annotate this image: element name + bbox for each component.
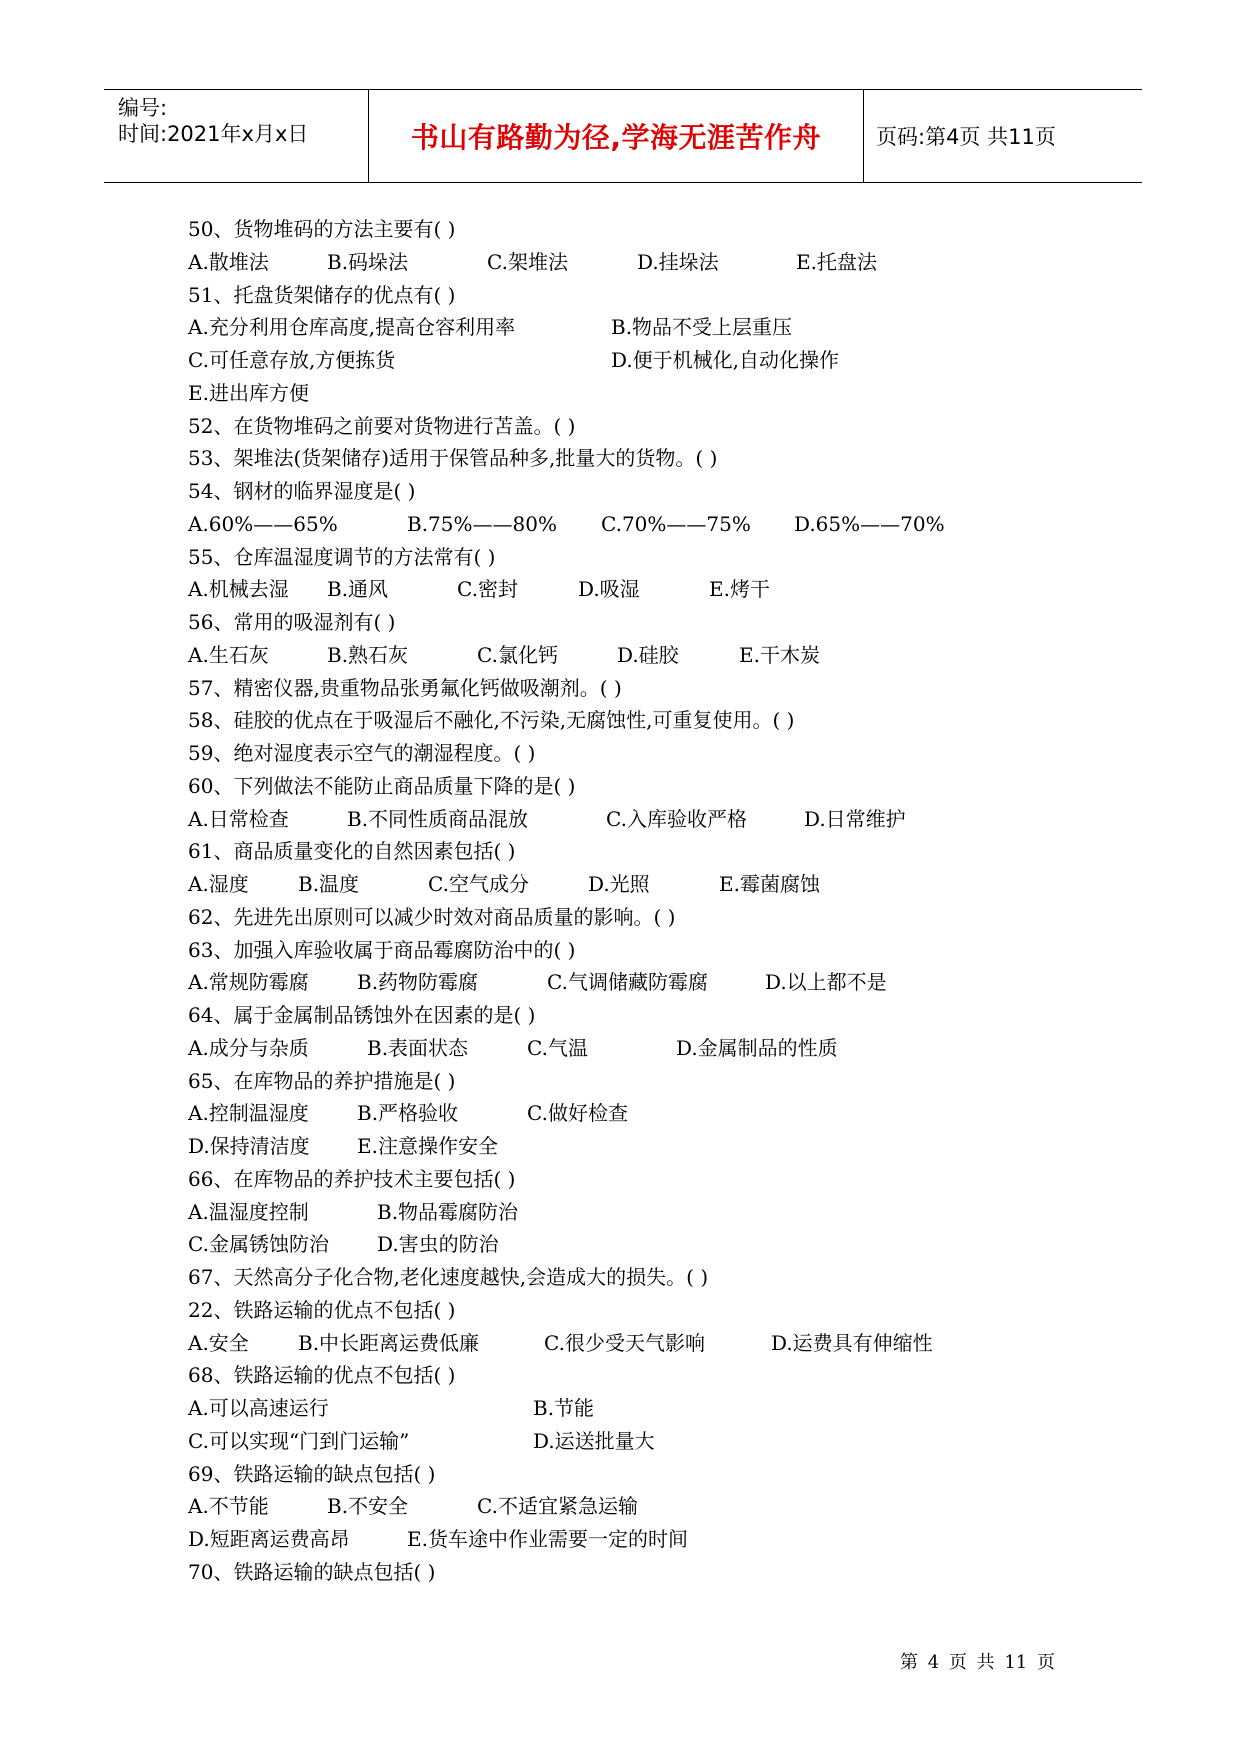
page-footer: 第 4 页 共 11 页: [900, 1652, 1055, 1673]
option-text: A.生石灰: [188, 642, 269, 667]
option-text: B.节能: [533, 1396, 595, 1420]
option-text: B.熟石灰: [327, 642, 409, 667]
option-text: B.中长距离运费低廉: [298, 1330, 480, 1355]
question-line: [188, 1458, 1088, 1491]
option-text: D.日常维护: [804, 806, 906, 831]
page-code: 页码:第4页 共11页: [876, 125, 1056, 149]
option-text: D.运费具有伸缩性: [771, 1330, 933, 1355]
question-text: 65、在库物品的养护措施是( ): [188, 1068, 456, 1093]
option-text: C.氯化钙: [477, 642, 558, 667]
option-text: B.不同性质商品混放: [347, 806, 529, 831]
option-text: B.75%——80%: [407, 511, 557, 536]
option-text: E.托盘法: [796, 249, 877, 274]
option-text: D.害虫的防治: [377, 1232, 499, 1257]
question-text: 50、货物堆码的方法主要有( ): [188, 217, 456, 241]
header-page-cell: [864, 90, 1142, 182]
question-line: [188, 672, 1088, 705]
option-text: D.65%——70%: [794, 511, 945, 536]
option-text: C.可以实现“门到门运输”: [188, 1428, 410, 1453]
option-text: A.不节能: [188, 1494, 269, 1519]
options-row: [188, 344, 1088, 377]
options-row: [188, 639, 1088, 672]
question-line: [188, 999, 1088, 1032]
number-label: 编号:: [118, 96, 168, 120]
option-text: C.70%——75%: [601, 511, 751, 536]
question-line: [188, 1294, 1088, 1327]
options-row: [188, 966, 1088, 999]
option-text: C.很少受天气影响: [544, 1330, 705, 1355]
options-row: [188, 1392, 1088, 1425]
option-text: E.干木炭: [739, 642, 820, 667]
question-text: 51、托盘货架储存的优点有( ): [188, 282, 456, 307]
question-text: 66、在库物品的养护技术主要包括( ): [188, 1166, 516, 1191]
option-text: A.温湿度控制: [188, 1199, 309, 1224]
option-text: C.可任意存放,方便拣货: [188, 348, 396, 372]
question-line: [188, 835, 1088, 868]
option-text: D.保持清洁度: [188, 1134, 310, 1158]
option-text: A.散堆法: [188, 249, 269, 274]
option-text: A.机械去湿: [188, 577, 289, 602]
option-text: B.物品不受上层重压: [611, 315, 793, 340]
question-text: 60、下列做法不能防止商品质量下降的是( ): [188, 773, 576, 798]
question-text: 55、仓库温湿度调节的方法常有( ): [188, 544, 496, 569]
option-text: B.表面状态: [367, 1035, 469, 1060]
option-text: D.短距离运费高昂: [188, 1527, 350, 1551]
options-row: [188, 803, 1088, 836]
header-motto-cell: [369, 90, 864, 182]
question-line: [188, 1359, 1088, 1392]
question-line: [188, 934, 1088, 967]
options-row: [188, 508, 1088, 541]
option-text: A.常规防霉腐: [188, 970, 309, 995]
motto-text: 书山有路勤为径,学海无涯苦作舟: [410, 121, 822, 154]
options-row: [188, 1097, 1088, 1130]
options-row: [188, 868, 1088, 901]
option-text: D.以上都不是: [765, 970, 887, 995]
question-text: 52、在货物堆码之前要对货物进行苫盖。( ): [188, 413, 576, 438]
options-row: [188, 1490, 1088, 1523]
option-text: D.金属制品的性质: [676, 1035, 838, 1060]
option-text: D.硅胶: [617, 642, 679, 667]
option-text: D.光照: [588, 872, 650, 896]
option-text: C.入库验收严格: [606, 806, 747, 831]
options-row: [188, 1327, 1088, 1360]
question-text: 54、钢材的临界湿度是( ): [188, 479, 416, 503]
question-line: [188, 1065, 1088, 1098]
option-text: A.60%——65%: [188, 511, 338, 536]
options-row: [188, 1425, 1088, 1458]
option-text: B.严格验收: [357, 1101, 459, 1126]
header-info-cell: [104, 90, 369, 182]
question-text: 70、铁路运输的缺点包括( ): [188, 1559, 436, 1584]
option-text: C.气温: [527, 1035, 588, 1060]
options-row: [188, 246, 1088, 279]
question-text: 59、绝对湿度表示空气的潮湿程度。( ): [188, 741, 536, 765]
option-text: A.湿度: [188, 872, 249, 896]
option-text: C.气调储藏防霉腐: [547, 970, 708, 995]
option-text: A.安全: [188, 1330, 249, 1355]
option-text: C.做好检查: [527, 1101, 628, 1126]
option-text: E.注意操作安全: [357, 1134, 498, 1158]
question-text: 64、属于金属制品锈蚀外在因素的是( ): [188, 1003, 536, 1027]
options-row: [188, 311, 1088, 344]
question-text: 63、加强入库验收属于商品霉腐防治中的( ): [188, 937, 576, 962]
options-row: [188, 573, 1088, 606]
question-text: 69、铁路运输的缺点包括( ): [188, 1461, 436, 1486]
question-text: 68、铁路运输的优点不包括( ): [188, 1363, 456, 1388]
question-line: [188, 901, 1088, 934]
question-text: 22、铁路运输的优点不包括( ): [188, 1297, 456, 1322]
option-text: C.空气成分: [428, 872, 529, 896]
question-line: [188, 377, 1088, 410]
option-text: D.挂垛法: [637, 249, 719, 274]
time-label: 时间:2021年x月x日: [118, 122, 309, 146]
question-line: [188, 1261, 1088, 1294]
option-text: C.密封: [457, 577, 518, 602]
option-text: C.金属锈蚀防治: [188, 1232, 329, 1257]
option-text: C.不适宜紧急运输: [477, 1494, 638, 1519]
question-line: [188, 442, 1088, 475]
question-line: [188, 410, 1088, 443]
question-text: 61、商品质量变化的自然因素包括( ): [188, 839, 516, 864]
option-text: B.码垛法: [327, 249, 409, 274]
option-text: B.不安全: [327, 1494, 409, 1519]
option-text: A.控制温湿度: [188, 1101, 309, 1126]
question-line: [188, 213, 1088, 246]
question-line: [188, 770, 1088, 803]
question-line: [188, 1163, 1088, 1196]
question-line: [188, 1556, 1088, 1589]
option-text: E.烤干: [709, 577, 770, 602]
option-text: B.药物防霉腐: [357, 970, 479, 995]
option-text: E.霉菌腐蚀: [719, 872, 820, 896]
page-header: [104, 89, 1142, 183]
question-line: [188, 704, 1088, 737]
question-text: 53、架堆法(货架储存)适用于保管品种多,批量大的货物。( ): [188, 446, 718, 471]
option-text: E.货车途中作业需要一定的时间: [407, 1527, 688, 1551]
option-text: D.便于机械化,自动化操作: [611, 348, 840, 372]
question-text: E.进出库方便: [188, 380, 309, 405]
options-row: [188, 1032, 1088, 1065]
options-row: [188, 1228, 1088, 1261]
options-row: [188, 1130, 1088, 1163]
option-text: D.运送批量大: [533, 1428, 655, 1453]
question-text: 67、天然高分子化合物,老化速度越快,会造成大的损失。( ): [188, 1265, 709, 1289]
question-text: 62、先进先出原则可以减少时效对商品质量的影响。( ): [188, 904, 676, 929]
question-line: [188, 475, 1088, 508]
options-row: [188, 1196, 1088, 1229]
options-row: [188, 1523, 1088, 1556]
option-text: B.物品霉腐防治: [377, 1199, 519, 1224]
question-line: [188, 541, 1088, 574]
question-text: 57、精密仪器,贵重物品张勇氟化钙做吸潮剂。( ): [188, 675, 622, 700]
option-text: B.通风: [327, 577, 389, 602]
option-text: C.架堆法: [487, 249, 568, 274]
question-text: 58、硅胶的优点在于吸湿后不融化,不污染,无腐蚀性,可重复使用。( ): [188, 708, 795, 733]
question-text: 56、常用的吸湿剂有( ): [188, 610, 396, 634]
question-line: [188, 606, 1088, 639]
option-text: A.日常检查: [188, 806, 289, 831]
option-text: A.成分与杂质: [188, 1035, 309, 1060]
question-line: [188, 737, 1088, 770]
option-text: A.可以高速运行: [188, 1396, 329, 1420]
question-line: [188, 279, 1088, 312]
option-text: D.吸湿: [578, 577, 640, 602]
option-text: A.充分利用仓库高度,提高仓容利用率: [188, 315, 516, 340]
question-list: [188, 213, 1088, 1589]
option-text: B.温度: [298, 872, 360, 896]
